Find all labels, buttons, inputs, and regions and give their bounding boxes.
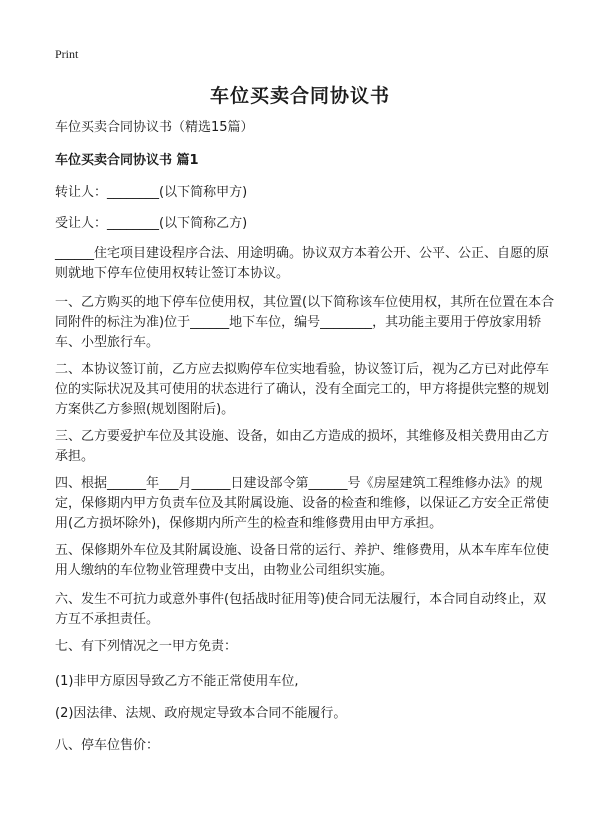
document-title: 车位买卖合同协议书 xyxy=(209,85,390,107)
clause-7-item-2: (2)因法律、法规、政府规定导致本合同不能履行。 xyxy=(55,706,347,721)
clause-7: 七、有下列情况之一甲方免责： xyxy=(55,639,238,654)
print-label: Print xyxy=(55,47,79,61)
transferor-line: 转让人：________(以下简称甲方) xyxy=(55,185,248,200)
transferee-line: 受让人：________(以下简称乙方) xyxy=(55,216,248,231)
section-heading: 车位买卖合同协议书 篇1 xyxy=(55,153,199,168)
clause-2: 二、本协议签订前，乙方应去拟购停车位实地看验，协议签订后，视为乙方已对此停车位的实际状况及其可使用的状态进行了确认，没有全面完工的，甲方将提供完整的规划方案供乙方参照(规划图附后)。 xyxy=(55,362,550,417)
document-subtitle: 车位买卖合同协议书（精选15篇） xyxy=(55,120,254,135)
clause-1: 一、乙方购买的地下停车位使用权，其位置(以下简称该车位使用权，其所在位置在本合同附件的标注为准)位于______地下车位，编号________，其功能主要用于停放家用轿车、小型旅行车。 xyxy=(55,295,555,350)
clause-8: 八、停车位售价： xyxy=(55,738,160,753)
intro-paragraph: ______住宅项目建设程序合法、用途明确。协议双方本着公开、公平、公正、自愿的原则就地下停车位使用权转让签订本协议。 xyxy=(55,246,550,281)
clause-3: 三、乙方要爱护车位及其设施、设备，如由乙方造成的损坏，其维修及相关费用由乙方承担。 xyxy=(55,429,550,464)
clause-7-item-1: (1)非甲方原因导致乙方不能正常使用车位, xyxy=(55,674,299,689)
clause-4: 四、根据______年___月______日建设部令第______号《房屋建筑工程维修办法》的规定，保修期内甲方负责车位及其附属设施、设备的检查和维修，以保证乙方安全正常使用(乙方损坏除外)，保修期内所产生的检查和维修费用由甲方承担。 xyxy=(55,476,550,531)
clause-6: 六、发生不可抗力或意外事件(包括战时征用等)使合同无法履行，本合同自动终止，双方互不承担责任。 xyxy=(55,592,547,627)
clause-5: 五、保修期外车位及其附属设施、设备日常的运行、养护、维修费用，从本车库车位使用人缴纳的车位物业管理费中支出，由物业公司组织实施。 xyxy=(55,543,550,578)
